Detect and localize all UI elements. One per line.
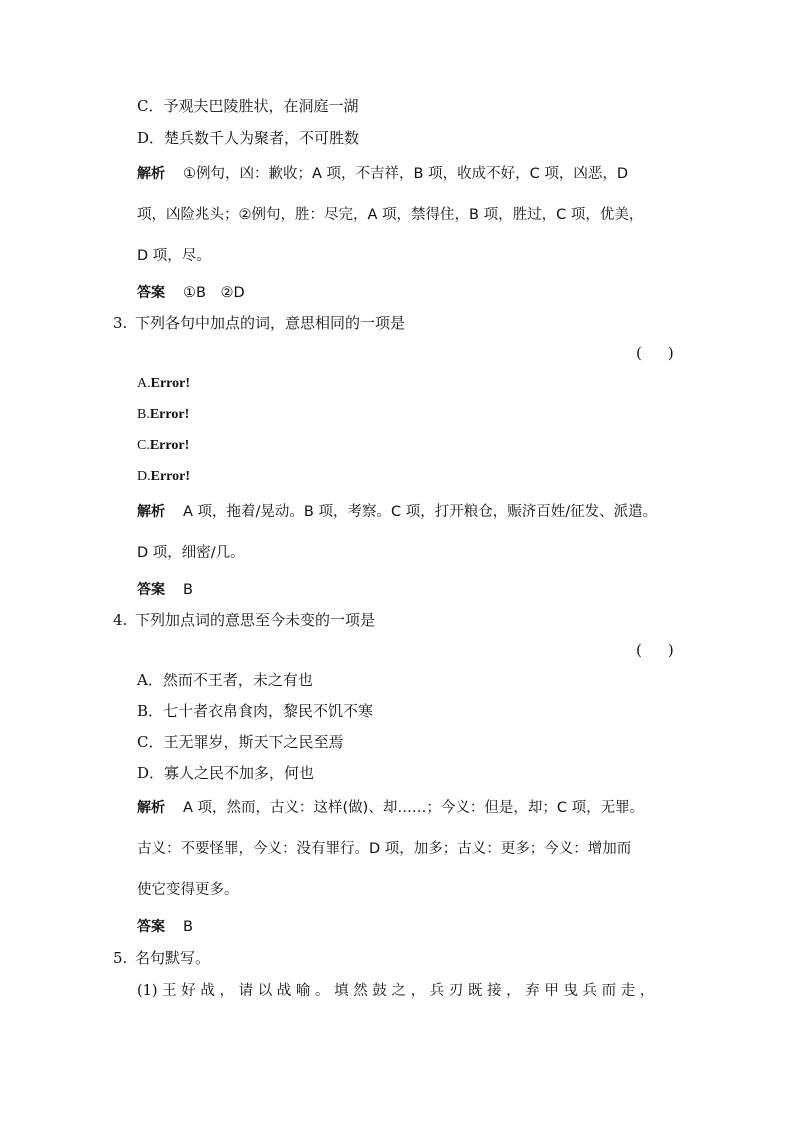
q2-answer: ①B ②D [183, 285, 245, 301]
q4-analysis-text-3: 使它变得更多。 [137, 882, 239, 898]
paren-close: ) [667, 344, 674, 362]
option-error-text: Error! [150, 469, 191, 484]
q2-analysis-text-2: 项，凶险兆头；②例句，胜：尽完，A 项，禁得住，B 项，胜过，C 项，优美， [137, 207, 644, 223]
option-error-text: Error! [150, 376, 191, 391]
option-prefix: C. [137, 438, 150, 453]
option-prefix: D. [137, 469, 151, 484]
q3-stem: 下列各句中加点的词，意思相同的一项是 [135, 314, 406, 332]
q4-answer-line [137, 917, 193, 937]
q4-stem-line [113, 610, 375, 630]
q4-option-d: D．寡人之民不加多，何也 [137, 764, 315, 782]
q2-analysis-text-1: ①例句，凶：歉收；A 项，不吉祥，B 项，收成不好，C 项，凶恶，D [183, 166, 628, 182]
q2-analysis-line [137, 164, 628, 184]
analysis-label: 解析 [137, 166, 165, 182]
q3-option-a [137, 374, 190, 394]
q3-option-b [137, 405, 189, 425]
q3-option-c [137, 436, 189, 456]
q2-option-c: C．予观夫巴陵胜状，在洞庭一湖 [137, 97, 359, 115]
q5-stem: 名句默写。 [135, 949, 211, 967]
q3-number: 3. [113, 314, 128, 332]
q4-option-c: C．王无罪岁，斯天下之民至焉 [137, 733, 344, 751]
q2-option-d: D．楚兵数千人为聚者，不可胜数 [137, 129, 360, 147]
q4-analysis-line [137, 798, 644, 818]
q4-analysis-text-1: A 项，然而，古义：这样(做)、却……；今义：但是，却；C 项，无罪。 [183, 800, 645, 816]
q4-stem: 下列加点词的意思至今未变的一项是 [135, 611, 376, 629]
q3-analysis-line [137, 502, 657, 522]
q4-option-a: A．然而不王者，未之有也 [137, 671, 313, 689]
q3-answer-line [137, 580, 193, 600]
q3-answer: B [183, 582, 193, 598]
answer-label: 答案 [137, 919, 165, 935]
q5-stem-line [113, 948, 210, 968]
analysis-label: 解析 [137, 800, 165, 816]
q5-number: 5. [113, 949, 128, 967]
paren-close: ) [667, 641, 674, 659]
option-prefix: B. [137, 407, 150, 422]
paren-open: ( [636, 641, 642, 659]
q5-item-1: (1) 王 好 战 ， 请 以 战 喻 。 填 然 鼓 之 ， 兵 刃 既 接 ， 弃 甲 曳 兵 而 走 ， [137, 983, 655, 999]
answer-label: 答案 [137, 285, 165, 301]
q3-analysis-text-2: D 项，细密/几。 [137, 545, 245, 561]
q2-analysis-text-3: D 项，尽。 [137, 248, 211, 264]
q3-stem-line [113, 313, 405, 333]
q4-answer-paren [636, 641, 674, 659]
q4-number: 4. [113, 611, 128, 629]
analysis-label: 解析 [137, 504, 165, 520]
paren-open: ( [636, 344, 642, 362]
option-error-text: Error! [149, 438, 190, 453]
q3-analysis-text-1: A 项，拖着/晃动。B 项，考察。C 项，打开粮仓，赈济百姓/征发、派遣。 [183, 504, 658, 520]
q4-answer: B [183, 919, 193, 935]
q2-answer-line [137, 283, 245, 303]
answer-label: 答案 [137, 582, 165, 598]
option-error-text: Error! [149, 407, 190, 422]
q4-option-b: B．七十者衣帛食肉，黎民不饥不寒 [137, 702, 374, 720]
q3-answer-paren [636, 344, 674, 362]
q4-analysis-text-2: 古义：不要怪罪，今义：没有罪行。D 项，加多；古义：更多；今义：增加而 [137, 841, 632, 857]
option-prefix: A. [137, 376, 151, 391]
q3-option-d [137, 467, 190, 487]
